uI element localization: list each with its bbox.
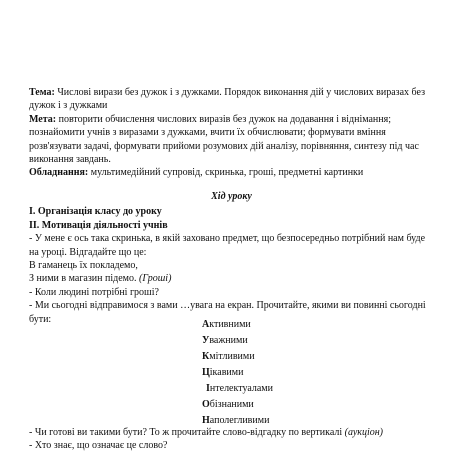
goal-label: Мета: [29,113,57,125]
acrostic-line [202,382,273,398]
acrostic-initial: А [202,319,210,330]
acrostic-rest: ікавими [209,367,244,378]
topic-paragraph [29,86,434,113]
equipment-label: Обладнання: [29,167,89,179]
acrostic-rest: аполегливими [209,415,270,426]
lesson-closing [29,426,434,453]
acrostic-initial: О [202,399,210,410]
acrostic-line [202,334,273,350]
goal-text: повторити обчислення числових виразів без дужок на додавання і віднімання; познайомити учнів з виразами з дужками, вчити їх обчислювати; формувати вміння розв'язувати задачі, формувати прийоми розумових дій аналізу, порівняння, синтезу під час виконання завдань. [29,113,419,166]
riddle-line-1: В гаманець їх покладемо, [29,260,138,272]
acrostic-line [202,318,273,334]
topic-text: Числові вирази без дужок і з дужками. Порядок виконання дій у числових виразах без дужок і з дужками [29,87,426,112]
acrostic-initial: У [202,335,210,346]
question-ready [29,426,434,439]
acrostic-initial: Н [202,415,210,426]
acrostic-list [202,318,273,430]
acrostic-line [202,398,273,414]
acrostic-rest: мітливими [209,351,255,362]
paragraph-box: - У мене є ось така скринька, в якій заховано предмет, що безпосередньо потрібний нам буде на уроці. Відгадайте що це: [29,233,426,258]
acrostic-line [202,366,273,382]
acrostic-initial: І [206,383,210,394]
acrostic-line [202,350,273,366]
riddle-line-2-text: З ними в магазин підемо. [29,273,137,285]
section-motivation: II. Мотивація діяльності учнів [29,219,168,231]
section-organization: I. Організація класу до уроку [29,206,162,218]
acrostic-initial: Ц [202,367,210,378]
equipment-paragraph [29,166,434,179]
answer-auction: (аукціон) [344,427,384,438]
question-meaning: - Хто знає, що означає це слово? [29,440,168,452]
acrostic-initial: К [202,351,210,362]
question-ready-text: - Чи готові ви такими бути? То ж прочитайте слово-відгадку по вертикалі [29,427,343,438]
acrostic-rest: нтелектуалами [209,383,273,394]
topic-label: Тема: [29,87,55,98]
lesson-header [29,86,434,180]
riddle-answer: (Гроші) [139,273,172,285]
lesson-title: Хід уроку [211,191,252,202]
lesson-body [29,190,434,326]
paragraph-screen: - Ми сьогодні відправимося з вами …увага на екран. Прочитайте, якими ви повинні сьогодні бути: [29,300,426,325]
acrostic-rest: бізнаними [209,399,254,410]
riddle-line-2 [29,272,434,285]
question-money: - Коли людині потрібні гроші? [29,286,159,298]
goal-paragraph [29,113,434,167]
acrostic-rest: ктивними [209,319,251,330]
equipment-text: мультимедійний супровід, скринька, гроші, предметні картинки [90,167,364,179]
acrostic-rest: важними [209,335,248,346]
